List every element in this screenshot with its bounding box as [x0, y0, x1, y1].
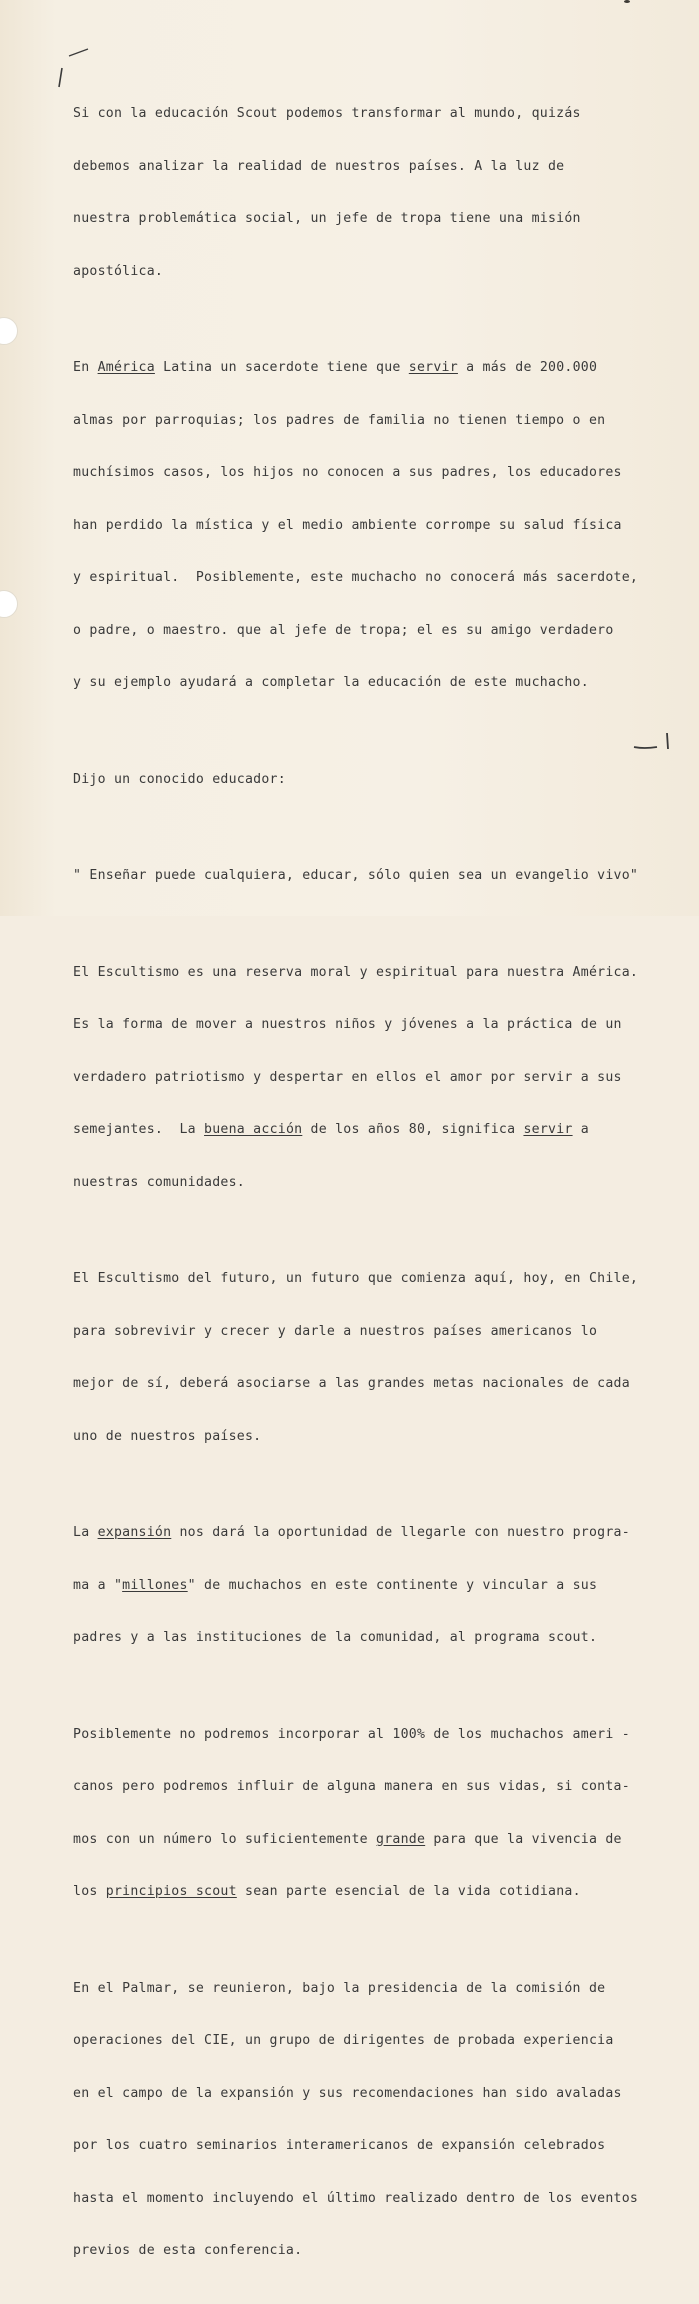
- text-line: nuestra problemática social, un jefe de tropa tiene una misión: [73, 211, 581, 226]
- paragraph-palmar: [73, 1945, 678, 2295]
- text-line: muchísimos casos, los hijos no conocen a sus padres, los educadores: [73, 465, 622, 480]
- text-line: canos pero podremos influir de alguna manera en sus vidas, si conta-: [73, 1779, 630, 1794]
- text-line: o padre, o maestro. que al jefe de tropa; el es su amigo verdadero: [73, 622, 614, 638]
- punch-hole-top: [0, 317, 18, 345]
- text-line: La expansión nos dará la oportunidad de llegarle con nuestro progra-: [73, 1525, 630, 1540]
- text-line: los principios scout sean parte esencial de la vida cotidiana.: [73, 1884, 581, 1899]
- text-line: operaciones del CIE, un grupo de dirigentes de probada experiencia: [73, 2033, 614, 2048]
- paragraph-scout-education: [73, 70, 678, 315]
- text-line: semejantes. La buena acción de los años 80, significa servir a: [73, 1122, 589, 1137]
- text-line: padres y a las instituciones de la comunidad, al programa scout.: [73, 1630, 598, 1645]
- paragraph-quote: [73, 832, 678, 920]
- ink-spot: [624, 0, 630, 3]
- text-line: Es la forma de mover a nuestros niños y jóvenes a la práctica de un: [73, 1017, 622, 1032]
- text-line: verdadero patriotismo y despertar en ellos el amor por servir a sus: [73, 1069, 622, 1085]
- text-line: para sobrevivir y crecer y darle a nuestros países americanos lo: [73, 1323, 598, 1339]
- text-line: Posiblemente no podremos incorporar al 100% de los muchachos ameri -: [73, 1726, 630, 1742]
- paragraph-moral-reserve: [73, 929, 678, 1227]
- text-line: En el Palmar, se reunieron, bajo la presidencia de la comisión de: [73, 1980, 606, 1996]
- text-line: El Escultismo es una reserva moral y espiritual para nuestra América.: [73, 964, 639, 980]
- document-body: [73, 70, 678, 2304]
- text-line: previos de esta conferencia.: [73, 2243, 303, 2258]
- text-line: ma a "millones" de muchachos en este continente y vincular a sus: [73, 1577, 598, 1593]
- text-line: El Escultismo del futuro, un futuro que comienza aquí, hoy, en Chile,: [73, 1271, 639, 1286]
- text-line: uno de nuestros países.: [73, 1428, 262, 1444]
- text-line: apostólica.: [73, 263, 164, 279]
- paragraph-quote-intro: [73, 736, 678, 824]
- paragraph-influence: [73, 1691, 678, 1936]
- paragraph-expansion: [73, 1489, 678, 1682]
- text-line: han perdido la mística y el medio ambiente corrompe su salud física: [73, 517, 622, 533]
- text-line: Si con la educación Scout podemos transformar al mundo, quizás: [73, 106, 581, 121]
- text-line: En América Latina un sacerdote tiene que servir a más de 200.000: [73, 360, 598, 375]
- text-line: mejor de sí, deberá asociarse a las grandes metas nacionales de cada: [73, 1376, 630, 1391]
- text-line: Dijo un conocido educador:: [73, 771, 286, 787]
- paragraph-latin-america: [73, 324, 678, 727]
- paragraph-future: [73, 1235, 678, 1480]
- punch-hole-bottom: [0, 590, 18, 618]
- text-line: y su ejemplo ayudará a completar la educación de este muchacho.: [73, 675, 589, 690]
- text-line: mos con un número lo suficientemente grande para que la vivencia de: [73, 1831, 622, 1847]
- text-line: por los cuatro seminarios interamericanos de expansión celebrados: [73, 2138, 606, 2153]
- text-line: debemos analizar la realidad de nuestros países. A la luz de: [73, 158, 565, 174]
- text-line: nuestras comunidades.: [73, 1174, 245, 1190]
- text-line: hasta el momento incluyendo el último realizado dentro de los eventos: [73, 2190, 639, 2206]
- text-line: " Enseñar puede cualquiera, educar, sólo quien sea un evangelio vivo": [73, 868, 639, 883]
- text-line: y espiritual. Posiblemente, este muchacho no conocerá más sacerdote,: [73, 570, 639, 585]
- text-line: almas por parroquias; los padres de familia no tienen tiempo o en: [73, 412, 606, 428]
- text-line: en el campo de la expansión y sus recomendaciones han sido avaladas: [73, 2085, 622, 2101]
